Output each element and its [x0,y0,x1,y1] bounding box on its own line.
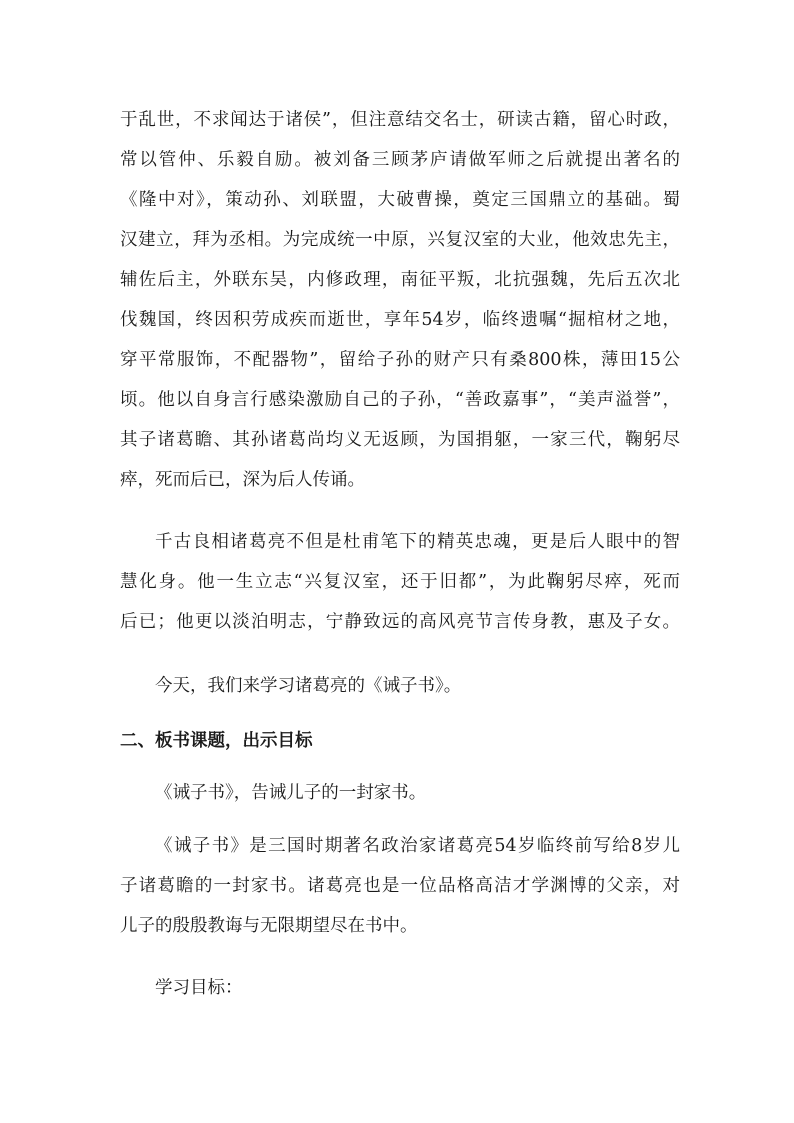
text-line: 瘁，死而后已，深为后人传诵。 [120,470,365,490]
text-line: 慧化身。他一生立志“兴复汉室，还于旧都”，为此鞠躬尽瘁，死而 [120,572,680,592]
text-line: 《隆中对》，策动孙、刘联盟，大破曹操，奠定三国鼎立的基础。蜀 [120,190,680,210]
text-line: 学习目标： [155,978,243,998]
paragraph-zhuge-biography [120,100,680,500]
text-line: 常以管仲、乐毅自励。被刘备三顾茅庐请做军师之后就提出著名的 [120,150,680,170]
text-line: 辅佐后主，外联东吴，内修政理，南征平叛，北抗强魏，先后五次北 [120,270,680,290]
text-line: 穿平常服饰，不配器物”，留给子孙的财产只有桑800株，薄田15公 [120,350,680,370]
text-line: 千古良相诸葛亮不但是杜甫笔下的精英忠魂，更是后人眼中的智 [155,532,680,552]
text-line: 于乱世，不求闻达于诸侯”，但注意结交名士，研读古籍，留心时政， [120,110,680,130]
text-line: 汉建立，拜为丞相。为完成统一中原，兴复汉室的大业，他效忠先主， [120,230,680,250]
text-line: 其子诸葛瞻、其孙诸葛尚均义无返顾，为国捐躯，一家三代，鞠躬尽 [120,430,680,450]
section-heading: 二、板书课题，出示目标 [120,731,313,751]
paragraph-great-chancellor [120,522,680,642]
paragraph-book-definition [120,773,680,813]
text-line: 伐魏国，终因积劳成疾而逝世，享年54岁，临终遗嘱“掘棺材之地， [120,310,680,330]
paragraph-today-lesson [120,666,680,706]
text-line: 子诸葛瞻的一封家书。诸葛亮也是一位品格高洁才学渊博的父亲，对 [120,876,680,896]
paragraph-learning-goals [120,968,680,1008]
text-line: 顷。他以自身言行感染激励自己的子孙，“善政嘉事”，“美声溢誉”， [120,390,680,410]
text-line: 《诫子书》，告诫儿子的一封家书。 [155,783,427,803]
text-line: 《诫子书》是三国时期著名政治家诸葛亮54岁临终前写给8岁儿 [155,836,680,856]
text-line: 儿子的殷殷教诲与无限期望尽在书中。 [120,916,418,936]
paragraph-book-background [120,826,680,946]
text-line: 后已；他更以淡泊明志，宁静致远的高风亮节言传身教，惠及子女。 [120,612,680,632]
text-line: 今天，我们来学习诸葛亮的《诫子书》。 [155,676,462,696]
